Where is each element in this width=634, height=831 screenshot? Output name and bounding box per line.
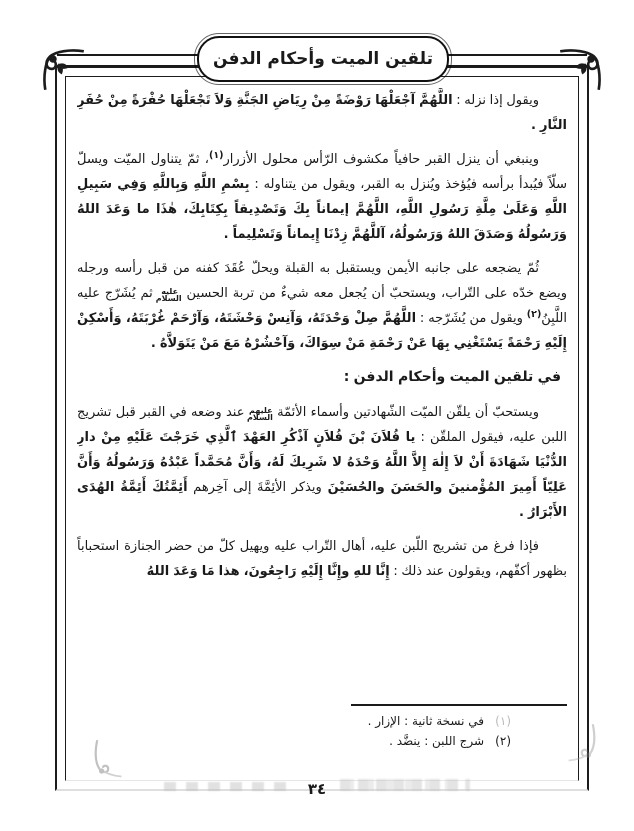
dua-text: اللَّهُمَّ صِلْ وَحْدَتَهُ، وَآنِسْ وَحْشَتَهُ، وَآرْحَمْ غُرْبَتَهُ، وَأَسْكِنْ إِلَيْهِ رَحْمَةً يَسْتَغْنِي بِهَا عَنْ رَحْمَةِ مَنْ سِوَاكَ، وَآحْشُرْهُ مَعَ مَنْ يَتَوَلاَّهُ . [77, 311, 567, 351]
page-title: تلقين الميت وأحكام الدفن [213, 49, 433, 69]
footnote-marker: (٢) [495, 734, 511, 748]
footnote-text: شرج اللبن : ينضَّد . [389, 734, 484, 748]
honorific-alayhim-salam: عليهم السلام [247, 405, 273, 422]
footnote-ref-2: (٢) [526, 309, 542, 320]
dua-text: إِنَّا للهِ وإِنَّا إِلَيْهِ رَاجِعُونَ، هذا مَا وَعَدَ اللهُ [146, 564, 390, 579]
dua-text: يا فُلاَنَ بْنَ فُلاَنٍ آذْكُرِ العَهْدَ ٱلَّذِي خَرَجْتَ عَلَيْهِ مِنْ دارِ الدُّنْيَا شَهَادَةَ أَنْ لاَ إِلٰهَ إِلاَّ اللَّهُ وَحْدَهُ لا شَرِيكَ لَهُ، وَأَنَّ مُحَمَّداً عَبْدُهُ وَرَسُولُهُ وَأَنَّ عَلِيّاً أَمِيرَ المُؤْمنينَ والحَسَنَ والحُسَيْنَ [77, 430, 567, 495]
footnotes [77, 704, 567, 751]
text-run: ويقول من يُشَرّجه : [416, 311, 527, 326]
honorific-alayhi-salam: عليه السلام [155, 286, 182, 303]
text-run: عند وضعه في القبر قبل تشريج اللبن عليه، فيقول الملقّن : [77, 405, 567, 445]
dua-text: أَئِمَّتُكَ أَئِمَّةُ الهُدَى الأَبْرَارُ . [77, 480, 567, 520]
footnote-2 [77, 731, 567, 751]
text-run: ثُمّ يضجعه على جانبه الأيمن ويستقبل به القبلة ويحلّ عُقَدَ كفنه من قبل رأسه ورجله ويضع خدّه على التّراب، ويستحبّ أن يُجعل معه شيءٌ من تربة الحسين [77, 261, 567, 301]
paragraph-lowering-body [77, 147, 567, 247]
text-run: ثم يُشَرّج عليه اللَّبِنُ [77, 286, 567, 326]
paragraph-placing-in-grave [77, 256, 567, 356]
paragraph-entering-grave-dua [77, 88, 567, 138]
text-run: ويذكر الأئِمَّةَ إلى آخِرهم [187, 480, 322, 495]
text-run: ويقول إذا نزله : [452, 93, 539, 108]
print-smudge [340, 779, 470, 791]
corner-ornament-icon [558, 48, 602, 92]
text-run: ويستحبّ أن يلقّن الميّت الشّهادتين وأسماء الأئمّة [272, 405, 540, 420]
body-text [77, 88, 567, 702]
footnote-ref-1: (١) [209, 150, 224, 161]
text-run: ، ثمّ يتناول الميّت ويسلّ سلّاً فيُبدأ برأسه فيُؤخذ ويُنزل به القبر، ويقول من يتناوله : [77, 152, 567, 192]
footnote-marker: (١) [495, 714, 511, 728]
text-run: فإذا فرغ من تشريج اللّبن عليه، أهال التّراب عليه ويهيل كلّ من حضر الجنازة استحباباً بظهور أكفّهم، ويقولون عند ذلك : [77, 539, 567, 579]
section-heading: في تلقين الميت وأحكام الدفن : [343, 369, 561, 385]
corner-ornament-icon [42, 48, 86, 92]
footnote-separator [351, 704, 567, 706]
footnote-text: في نسخة ثانية : الإزار . [367, 714, 484, 728]
title-cartouche [197, 36, 449, 82]
dua-text: بِسْمِ اللَّهِ وَبِاللَّهِ وَفِي سَبِيلِ اللَّهِ وَعَلَىٰ مِلَّةِ رَسُولِ اللَّهِ، اللَّهُمَّ إيماناً بِكَ وَتَصْدِيقاً بِكِتَابِكَ، هٰذَا ما وَعَدَ اللهُ وَرَسُولُهُ وَصَدَقَ اللهُ وَرَسُولُهُ، آللَّهُمَّ زِدْنَا إِيماناً وَتَسْلِيماً . [77, 177, 567, 242]
paragraph-talqin [77, 400, 567, 525]
corner-ornament-icon [562, 722, 606, 766]
text-run: وينبغي أن ينزل القبر حافياً مكشوف الرّأس محلول الأزرار [223, 152, 539, 167]
dua-text: اللَّهُمَّ آجْعَلْهَا رَوْضَةً مِنْ رِيَاضِ الجَنَّةِ وَلاَ تَجْعَلْهَا حُفْرَةً مِنْ حُفَرِ النَّارِ . [77, 93, 567, 133]
corner-ornament-icon [84, 738, 128, 782]
paragraph-pouring-earth [77, 534, 567, 584]
print-smudge [164, 782, 294, 791]
footnote-1 [77, 711, 567, 731]
page-number: ٣٤ [307, 780, 327, 798]
